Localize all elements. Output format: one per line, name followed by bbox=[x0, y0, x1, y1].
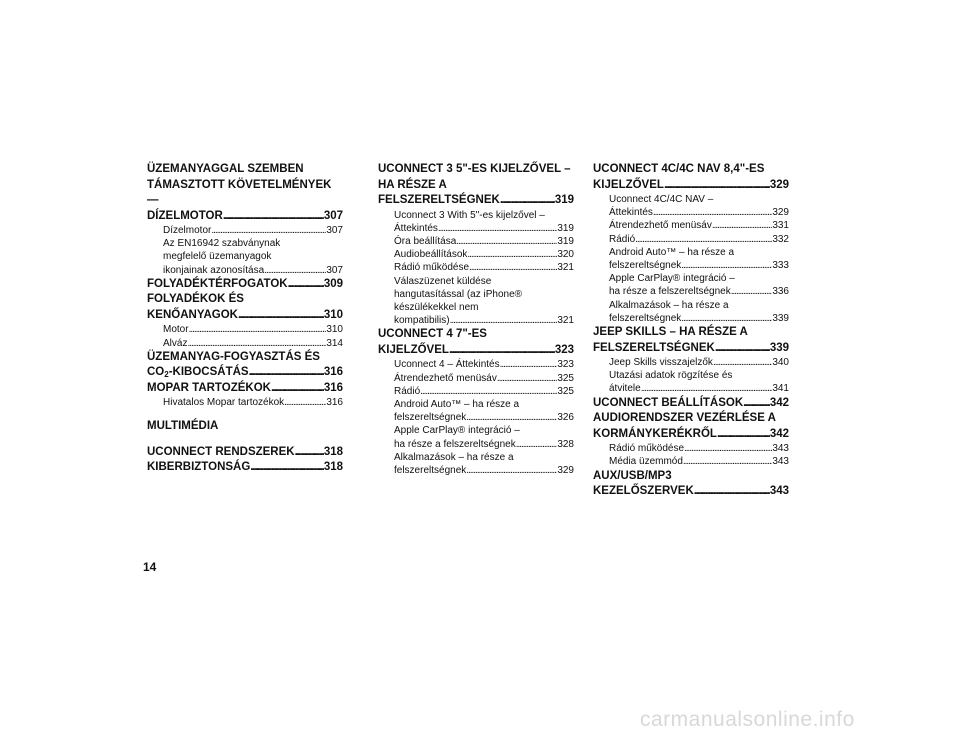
page-ref: 316 bbox=[326, 397, 343, 409]
page-ref: 323 bbox=[554, 343, 574, 356]
entry-title bbox=[609, 259, 681, 272]
entry-title-line: ÜZEMANYAG-FOGYASZTÁS ÉS bbox=[147, 350, 320, 363]
dot-leader bbox=[466, 464, 557, 477]
entry-row bbox=[394, 222, 574, 235]
toc-subentry[interactable] bbox=[378, 451, 574, 477]
dot-leader bbox=[211, 224, 326, 237]
dot-leader bbox=[681, 312, 772, 325]
toc-subentry[interactable] bbox=[378, 209, 574, 235]
entry-title-line: készülékekkel nem bbox=[394, 301, 479, 313]
toc-heading[interactable] bbox=[593, 396, 789, 412]
entry-title bbox=[147, 277, 288, 293]
entry-row bbox=[163, 264, 343, 277]
toc-subentry[interactable] bbox=[378, 398, 574, 424]
dot-leader bbox=[249, 365, 324, 381]
entry-title bbox=[147, 209, 223, 225]
dot-leader bbox=[684, 442, 772, 455]
dot-leader bbox=[467, 248, 557, 261]
entry-title-text: UCONNECT RENDSZEREK bbox=[147, 445, 295, 458]
entry-row bbox=[609, 219, 789, 232]
dot-leader bbox=[497, 372, 557, 385]
dot-leader bbox=[712, 219, 772, 232]
entry-title-text: Motor bbox=[163, 324, 189, 336]
toc-heading[interactable] bbox=[147, 350, 343, 381]
entry-title bbox=[394, 385, 420, 398]
watermark: carmanualsonline.info bbox=[640, 708, 855, 731]
entry-title bbox=[394, 438, 516, 451]
page-ref: 309 bbox=[323, 277, 343, 290]
entry-title bbox=[593, 427, 717, 443]
entry-title-text: KENŐANYAGOK bbox=[147, 308, 238, 321]
dot-leader bbox=[731, 285, 773, 298]
toc-subentry[interactable] bbox=[593, 455, 789, 468]
page-ref: 336 bbox=[772, 286, 789, 298]
entry-title bbox=[378, 343, 449, 359]
entry-row bbox=[147, 460, 343, 476]
toc-subentry[interactable] bbox=[593, 193, 789, 219]
entry-row bbox=[593, 341, 789, 357]
entry-title-line: Apple CarPlay® integráció – bbox=[394, 425, 520, 437]
entry-title-text: felszereltségnek bbox=[394, 412, 467, 424]
entry-title-text: MOPAR TARTOZÉKOK bbox=[147, 381, 271, 394]
entry-title-line: HA RÉSZE A bbox=[378, 178, 447, 191]
entry-row bbox=[609, 312, 789, 325]
entry-title-line: Android Auto™ – ha része a bbox=[609, 246, 735, 258]
toc-subentry[interactable] bbox=[593, 299, 789, 325]
dot-leader bbox=[450, 314, 558, 327]
entry-title-text: FELSZERELTSÉGNEK bbox=[593, 341, 715, 354]
page-ref: 316 bbox=[323, 366, 343, 379]
dot-leader bbox=[743, 396, 770, 412]
entry-title-text: átvitele bbox=[609, 383, 641, 395]
entry-title bbox=[378, 193, 500, 209]
page-ref: 307 bbox=[323, 209, 343, 222]
entry-title-line: ÜZEMANYAGGAL SZEMBEN bbox=[147, 163, 304, 175]
dot-leader bbox=[641, 382, 773, 395]
dot-leader bbox=[438, 222, 557, 235]
dot-leader bbox=[250, 460, 324, 476]
toc-subentry[interactable] bbox=[593, 356, 789, 369]
entry-row bbox=[609, 442, 789, 455]
entry-title bbox=[609, 442, 684, 455]
entry-title bbox=[147, 445, 295, 461]
entry-title-text: -KIBOCSÁTÁS bbox=[168, 366, 249, 379]
dot-leader bbox=[456, 235, 557, 248]
page-ref: 341 bbox=[772, 383, 789, 395]
entry-title-text: KIJELZŐVEL bbox=[593, 178, 664, 191]
entry-title-text: Jeep Skills visszajelzők bbox=[609, 357, 713, 369]
page-ref: 329 bbox=[769, 178, 789, 191]
entry-title bbox=[163, 224, 211, 237]
entry-row bbox=[163, 323, 343, 336]
entry-title bbox=[163, 323, 189, 336]
page-ref: 319 bbox=[557, 222, 574, 234]
page-ref: 342 bbox=[769, 427, 789, 440]
entry-title bbox=[609, 356, 713, 369]
page-ref: 314 bbox=[326, 337, 343, 349]
entry-row bbox=[609, 233, 789, 246]
entry-title bbox=[394, 314, 450, 327]
entry-title bbox=[609, 285, 731, 298]
toc-subentry[interactable] bbox=[378, 424, 574, 450]
entry-title-line: Apple CarPlay® integráció – bbox=[609, 273, 735, 285]
toc-subentry[interactable] bbox=[593, 369, 789, 395]
entry-title-text: ha része a felszereltségnek bbox=[394, 438, 516, 450]
toc-subentry[interactable] bbox=[378, 385, 574, 398]
toc-subentry[interactable] bbox=[378, 275, 574, 328]
entry-title-line: Uconnect 4C/4C NAV – bbox=[609, 194, 714, 205]
entry-title bbox=[163, 396, 284, 409]
dot-leader bbox=[500, 358, 558, 371]
toc-heading[interactable] bbox=[378, 162, 574, 209]
entry-title bbox=[394, 261, 469, 274]
entry-title-text: Rádió működése bbox=[394, 262, 470, 274]
entry-title-text: Dízelmotor bbox=[163, 225, 212, 236]
page-ref: 310 bbox=[323, 308, 343, 321]
page-ref: 342 bbox=[769, 396, 789, 409]
entry-row bbox=[394, 235, 574, 248]
dot-leader bbox=[295, 445, 324, 461]
entry-row bbox=[394, 314, 574, 327]
dot-leader bbox=[469, 261, 557, 274]
toc-subentry[interactable] bbox=[147, 337, 343, 350]
page-ref: 318 bbox=[323, 445, 343, 458]
entry-title bbox=[593, 484, 694, 500]
entry-row bbox=[609, 285, 789, 298]
entry-title-line: Utazási adatok rögzítése és bbox=[609, 370, 733, 382]
entry-title-text: Áttekintés bbox=[394, 222, 438, 234]
entry-row bbox=[163, 337, 343, 350]
entry-title-text: KIBERBIZTONSÁG bbox=[147, 461, 251, 474]
entry-title bbox=[394, 372, 497, 385]
toc-subentry[interactable] bbox=[593, 442, 789, 455]
toc-subentry[interactable] bbox=[147, 323, 343, 336]
entry-title-line: Uconnect 3 With 5"-es kijelzővel – bbox=[394, 209, 545, 221]
entry-title-line: megfelelő üzemanyagok bbox=[163, 251, 272, 263]
dot-leader bbox=[635, 233, 772, 246]
section-gap bbox=[147, 409, 343, 419]
toc-heading[interactable] bbox=[593, 411, 789, 442]
page-ref: 325 bbox=[557, 372, 574, 384]
entry-title-line: Válaszüzenet küldése bbox=[394, 275, 492, 287]
entry-title bbox=[394, 411, 466, 424]
entry-title-text: Óra beállítása bbox=[394, 235, 457, 247]
entry-row bbox=[593, 178, 789, 194]
entry-title bbox=[147, 460, 250, 476]
toc-subentry[interactable] bbox=[147, 237, 343, 277]
entry-row bbox=[378, 343, 574, 359]
page-ref: 318 bbox=[323, 461, 343, 474]
entry-title-text: felszereltségnek bbox=[609, 312, 682, 324]
entry-title-text: ha része a felszereltségnek bbox=[609, 286, 731, 298]
entry-row bbox=[609, 382, 789, 395]
toc-heading[interactable] bbox=[593, 162, 789, 193]
page-ref: 333 bbox=[772, 260, 789, 272]
entry-row bbox=[147, 445, 343, 461]
entry-title-text: Alváz bbox=[163, 337, 188, 349]
entry-title bbox=[394, 235, 456, 248]
entry-title bbox=[609, 312, 681, 325]
entry-row bbox=[609, 259, 789, 272]
entry-row bbox=[593, 484, 789, 500]
entry-title-text: Média üzemmód bbox=[609, 456, 683, 468]
toc-heading[interactable] bbox=[147, 445, 343, 461]
page-number: 14 bbox=[143, 560, 157, 574]
toc-heading[interactable] bbox=[378, 327, 574, 358]
entry-title-line: Az EN16942 szabványnak bbox=[163, 238, 281, 250]
dot-leader bbox=[653, 206, 772, 219]
entry-title bbox=[394, 222, 438, 235]
entry-title bbox=[609, 382, 641, 395]
entry-title-text: KIJELZŐVEL bbox=[378, 343, 449, 356]
page-ref: 320 bbox=[557, 249, 574, 261]
toc-heading[interactable] bbox=[593, 325, 789, 356]
dot-leader bbox=[264, 264, 326, 277]
page-ref: 329 bbox=[772, 207, 789, 219]
entry-title-text: KEZELŐSZERVEK bbox=[593, 485, 694, 498]
entry-title-text: Átrendezhető menüsáv bbox=[609, 220, 712, 232]
entry-row bbox=[394, 261, 574, 274]
entry-row bbox=[163, 396, 343, 409]
toc-column-3 bbox=[593, 162, 789, 500]
entry-title bbox=[394, 248, 467, 261]
entry-row bbox=[147, 209, 343, 225]
page-ref: 319 bbox=[557, 235, 574, 247]
page-ref: 316 bbox=[323, 381, 343, 394]
entry-row bbox=[378, 193, 574, 209]
entry-row bbox=[147, 381, 343, 397]
entry-title-line: AUX/USB/MP3 bbox=[593, 469, 672, 482]
entry-title-text: felszereltségnek bbox=[609, 260, 682, 272]
entry-title bbox=[147, 365, 249, 381]
page-ref: 329 bbox=[557, 464, 574, 476]
section-gap bbox=[147, 435, 343, 445]
entry-title-line: Alkalmazások – ha része a bbox=[609, 299, 729, 311]
entry-row bbox=[394, 385, 574, 398]
entry-title-line: UCONNECT 4C/4C NAV 8,4"-ES bbox=[593, 163, 765, 175]
entry-title-text: Rádió bbox=[394, 385, 421, 397]
page-ref: 339 bbox=[769, 341, 789, 354]
entry-row bbox=[147, 365, 343, 381]
entry-title bbox=[163, 264, 264, 277]
toc-subentry[interactable] bbox=[147, 396, 343, 409]
dot-leader bbox=[516, 438, 558, 451]
entry-title-line: Alkalmazások – ha része a bbox=[394, 451, 514, 463]
page-ref: 319 bbox=[554, 194, 574, 206]
dot-leader bbox=[664, 178, 770, 194]
entry-title-text: Átrendezhető menüsáv bbox=[394, 372, 497, 384]
entry-row bbox=[147, 277, 343, 293]
entry-row bbox=[163, 224, 343, 237]
dot-leader bbox=[288, 277, 324, 293]
dot-leader bbox=[420, 385, 557, 398]
dot-leader bbox=[238, 308, 324, 324]
entry-row bbox=[394, 438, 574, 451]
entry-title-text: DÍZELMOTOR bbox=[147, 209, 223, 222]
entry-title-text: Uconnect 4 – Áttekintés bbox=[394, 359, 500, 371]
entry-title-line: FOLYADÉKOK ÉS bbox=[147, 293, 244, 306]
entry-row bbox=[394, 372, 574, 385]
entry-row bbox=[394, 464, 574, 477]
toc-subentry[interactable] bbox=[378, 235, 574, 248]
page-ref: 339 bbox=[772, 312, 789, 324]
dot-leader bbox=[694, 484, 770, 500]
dot-leader bbox=[223, 209, 324, 225]
entry-title-line: TÁMASZTOTT KÖVETELMÉNYEK — bbox=[147, 178, 332, 206]
dot-leader bbox=[271, 381, 324, 397]
entry-row bbox=[147, 308, 343, 324]
dot-leader bbox=[500, 193, 555, 209]
toc-subentry[interactable] bbox=[593, 219, 789, 232]
toc-subentry[interactable] bbox=[147, 224, 343, 237]
entry-row bbox=[609, 356, 789, 369]
entry-title bbox=[593, 396, 743, 412]
entry-row bbox=[394, 248, 574, 261]
entry-title-text: FELSZERELTSÉGNEK bbox=[378, 194, 500, 206]
toc-heading bbox=[147, 419, 343, 435]
page-ref: 321 bbox=[557, 315, 574, 327]
toc-heading[interactable] bbox=[147, 162, 343, 224]
page-ref: 331 bbox=[772, 220, 789, 232]
entry-title-text: felszereltségnek bbox=[394, 464, 467, 476]
page-ref: 325 bbox=[557, 385, 574, 397]
entry-title-prefix: CO bbox=[147, 366, 165, 379]
entry-title-text: Hivatalos Mopar tartozékok bbox=[163, 397, 285, 409]
page-ref: 326 bbox=[557, 412, 574, 424]
entry-title-text: Áttekintés bbox=[609, 207, 653, 219]
page-ref: 307 bbox=[326, 225, 343, 236]
toc-heading[interactable] bbox=[147, 292, 343, 323]
entry-row bbox=[593, 396, 789, 412]
entry-title-text: Audiobeállítások bbox=[394, 249, 468, 261]
dot-leader bbox=[681, 259, 772, 272]
entry-title-text: ikonjainak azonosítása bbox=[163, 264, 265, 276]
page-ref: 343 bbox=[769, 485, 789, 498]
toc-subentry[interactable] bbox=[378, 248, 574, 261]
entry-title bbox=[147, 381, 271, 397]
page-ref: 343 bbox=[772, 443, 789, 455]
dot-leader bbox=[449, 343, 555, 359]
entry-row bbox=[609, 206, 789, 219]
entry-title bbox=[394, 358, 500, 371]
toc-heading[interactable] bbox=[147, 277, 343, 293]
entry-title bbox=[609, 233, 635, 246]
toc-subentry[interactable] bbox=[593, 233, 789, 246]
entry-title-text: FOLYADÉKTÉRFOGATOK bbox=[147, 277, 288, 290]
page-ref: 310 bbox=[326, 324, 343, 336]
dot-leader bbox=[715, 341, 770, 357]
dot-leader bbox=[683, 455, 772, 468]
entry-title bbox=[163, 337, 187, 350]
entry-title-text: kompatibilis) bbox=[394, 315, 450, 327]
dot-leader bbox=[187, 337, 326, 350]
entry-title-line: hangutasítással (az iPhone® bbox=[394, 288, 523, 300]
entry-title bbox=[394, 464, 466, 477]
toc-subentry[interactable] bbox=[593, 272, 789, 298]
entry-title-text: Rádió bbox=[609, 233, 636, 245]
entry-row bbox=[394, 358, 574, 371]
entry-title-line: UCONNECT 4 7"-ES bbox=[378, 328, 487, 341]
dot-leader bbox=[284, 396, 326, 409]
toc-column-1 bbox=[147, 162, 343, 476]
dot-leader bbox=[713, 356, 772, 369]
entry-title-line: MULTIMÉDIA bbox=[147, 420, 219, 433]
entry-title-line: UCONNECT 3 5"-ES KIJELZŐVEL – bbox=[378, 163, 571, 175]
page-ref: 332 bbox=[772, 233, 789, 245]
entry-title bbox=[609, 206, 653, 219]
entry-title bbox=[609, 219, 712, 232]
page-ref: 321 bbox=[557, 262, 574, 274]
entry-row bbox=[609, 455, 789, 468]
page-ref: 307 bbox=[326, 264, 343, 276]
toc-subentry[interactable] bbox=[378, 372, 574, 385]
toc-subentry[interactable] bbox=[378, 261, 574, 274]
entry-title bbox=[593, 341, 715, 357]
page-ref: 323 bbox=[557, 359, 574, 371]
entry-title bbox=[609, 455, 683, 468]
dot-leader bbox=[189, 323, 327, 336]
entry-title-line: JEEP SKILLS – HA RÉSZE A bbox=[593, 326, 748, 339]
entry-row bbox=[394, 411, 574, 424]
entry-title-text: Rádió működése bbox=[609, 443, 685, 455]
entry-row bbox=[593, 427, 789, 443]
toc-heading[interactable] bbox=[147, 460, 343, 476]
dot-leader bbox=[466, 411, 557, 424]
page-ref: 328 bbox=[557, 438, 574, 450]
entry-title bbox=[147, 308, 238, 324]
toc-column-2 bbox=[378, 162, 574, 477]
toc-heading[interactable] bbox=[147, 381, 343, 397]
dot-leader bbox=[717, 427, 770, 443]
entry-title bbox=[593, 178, 664, 194]
toc-subentry[interactable] bbox=[593, 246, 789, 272]
entry-title-text: UCONNECT BEÁLLÍTÁSOK bbox=[593, 396, 744, 409]
toc-heading[interactable] bbox=[593, 469, 789, 500]
entry-title-text: KORMÁNYKERÉKRŐL bbox=[593, 427, 717, 440]
toc-subentry[interactable] bbox=[378, 358, 574, 371]
entry-title-line: AUDIORENDSZER VEZÉRLÉSE A bbox=[593, 412, 776, 425]
page-ref: 343 bbox=[772, 456, 789, 468]
page-ref: 340 bbox=[772, 357, 789, 369]
entry-title-subscript: 2 bbox=[164, 370, 169, 380]
entry-title-line: Android Auto™ – ha része a bbox=[394, 398, 520, 410]
